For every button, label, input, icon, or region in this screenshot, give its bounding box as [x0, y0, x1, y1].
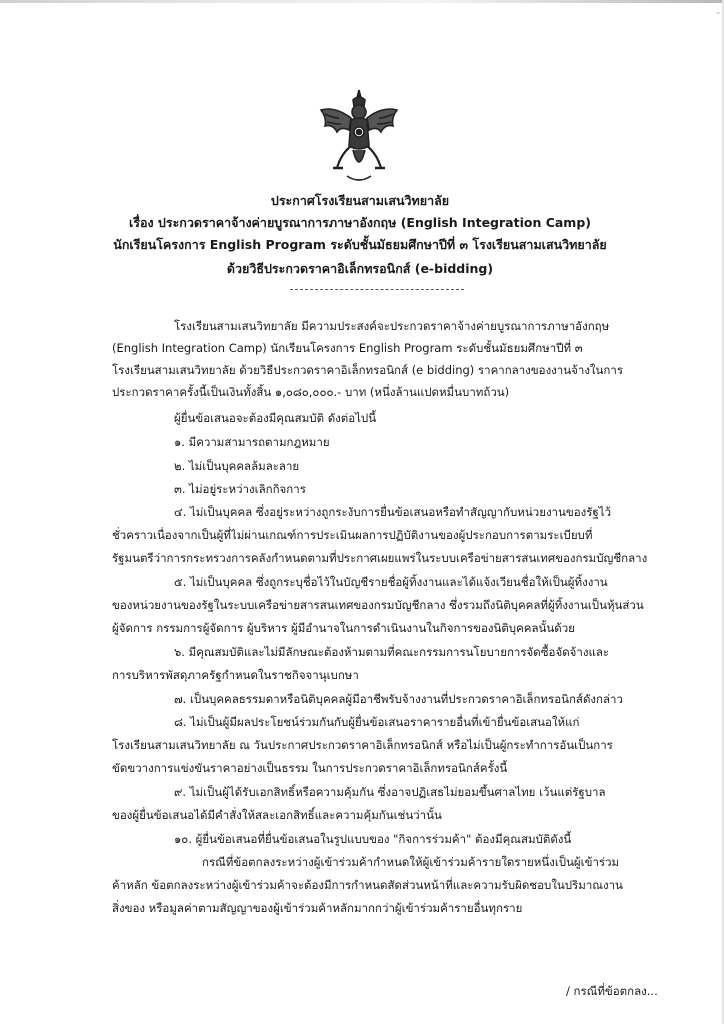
continuation-note: / กรณีที่ข้อตกลง...: [566, 984, 658, 998]
item-10-detail-line-2: ค้าหลัก ข้อตกลงระหว่างผู้เข้าร่วมค้าจะต้องมีการกำหนดสัดส่วนหน้าที่และความรับผิดชอบในปริมาณงาน: [112, 878, 623, 892]
header-line-3: นักเรียนโครงการ English Program ระดับชั้นมัธยมศึกษาปีที่ ๓ โรงเรียนสามเสนวิทยาลัย: [113, 237, 607, 252]
item-2: ๒. ไม่เป็นบุคคลล้มละลาย: [174, 459, 300, 473]
header-line-4: ด้วยวิธีประกวดราคาอิเล็กทรอนิกส์ (e-bidding): [226, 261, 494, 276]
item-9-line-2: ของผู้ยื่นข้อเสนอได้มีคำสั่งให้สละเอกสิทธิ์และความคุ้มกันเช่นว่านั้น: [112, 808, 442, 822]
header-separator: [290, 289, 464, 290]
garuda-emblem: [317, 88, 401, 186]
item-9-line-1: ๙. ไม่เป็นผู้ได้รับเอกสิทธิ์หรือความคุ้มกัน ซึ่งอาจปฏิเสธไม่ยอมขึ้นศาลไทย เว้นแต่รัฐบาล: [174, 785, 606, 799]
item-5-line-3: ผู้จัดการ กรรมการผู้จัดการ ผู้บริหาร ผู้มีอำนาจในการดำเนินงานในกิจการของนิติบุคคลนั้นด้วย: [112, 621, 575, 635]
header-line-2: เรื่อง ประกวดราคาจ้างค่ายบูรณาการภาษาอังกฤษ (English Integration Camp): [128, 215, 591, 230]
item-6-line-1: ๖. มีคุณสมบัติและไม่มีลักษณะต้องห้ามตามที่คณะกรรมการนโยบายการจัดซื้อจัดจ้างและ: [174, 645, 610, 659]
intro-line-1: โรงเรียนสามเสนวิทยาลัย มีความประสงค์จะประกวดราคาจ้างค่ายบูรณาการภาษาอังกฤษ: [174, 319, 610, 333]
intro-line-2: (English Integration Camp) นักเรียนโครงการ English Program ระดับชั้นมัธยมศึกษาปีที่ ๓: [112, 341, 583, 355]
item-5-line-1: ๕. ไม่เป็นบุคคล ซึ่งถูกระบุชื่อไว้ในบัญชีรายชื่อผู้ทิ้งงานและได้แจ้งเวียนชื่อให้เป็นผู้ทิ้งงาน: [174, 575, 608, 589]
item-6-line-2: การบริหารพัสดุภาครัฐกำหนดในราชกิจจานุเบกษา: [112, 668, 359, 682]
item-1: ๑. มีความสามารถตามกฎหมาย: [174, 435, 330, 449]
intro-line-3: โรงเรียนสามเสนวิทยาลัย ด้วยวิธีประกวดราคาอิเล็กทรอนิกส์ (e bidding) ราคากลางของงานจ้างในการ: [112, 363, 624, 377]
item-4-line-1: ๔. ไม่เป็นบุคคล ซึ่งอยู่ระหว่างถูกระงับการยื่นข้อเสนอหรือทำสัญญากับหน่วยงานของรัฐไว้: [174, 505, 612, 519]
scan-edge-top: [0, 0, 724, 3]
item-5-line-2: ของหน่วยงานของรัฐในระบบเครือข่ายสารสนเทศของกรมบัญชีกลาง ซึ่งรวมถึงนิติบุคคลที่ผู้ทิ้งงานเป็นหุ้นส่วน: [112, 598, 644, 612]
item-10: ๑๐. ผู้ยื่นข้อเสนอที่ยื่นข้อเสนอในรูปแบบของ "กิจการร่วมค้า" ต้องมีคุณสมบัติดังนี้: [174, 832, 572, 846]
item-7: ๗. เป็นบุคคลธรรมดาหรือนิติบุคคลผู้มีอาชีพรับจ้างงานที่ประกวดราคาอิเล็กทรอนิกส์ดังกล่าว: [174, 692, 623, 706]
intro-line-4: ประกวดราคาครั้งนี้เป็นเงินทั้งสิ้น ๑,๐๘๐,๐๐๐.- บาท (หนึ่งล้านแปดหมื่นบาทถ้วน): [112, 385, 510, 399]
item-10-detail-line-3: สิ่งของ หรือมูลค่าตามสัญญาของผู้เข้าร่วมค้าหลักมากกว่าผู้เข้าร่วมค้ารายอื่นทุกราย: [112, 901, 523, 915]
item-4-line-3: รัฐมนตรีว่าการกระทรวงการคลังกำหนดตามที่ประกาศเผยแพร่ในระบบเครือข่ายสารสนเทศของกรมบัญชีกลาง: [112, 551, 648, 565]
item-3: ๓. ไม่อยู่ระหว่างเลิกกิจการ: [174, 482, 306, 496]
item-8-line-1: ๘. ไม่เป็นผู้มีผลประโยชน์ร่วมกันกับผู้ยื่นข้อเสนอราคารายอื่นที่เข้ายื่นข้อเสนอให้แก่: [174, 715, 580, 729]
item-10-detail-line-1: กรณีที่ข้อตกลงระหว่างผู้เข้าร่วมค้ากำหนดให้ผู้เข้าร่วมค้ารายใดรายหนึ่งเป็นผู้เข้าร่วม: [202, 855, 620, 869]
item-8-line-3: ขัดขวางการแข่งขันราคาอย่างเป็นธรรม ในการประกวดราคาอิเล็กทรอนิกส์ครั้งนี้: [112, 761, 508, 775]
item-8-line-2: โรงเรียนสามเสนวิทยาลัย ณ วันประกาศประกวดราคาอิเล็กทรอนิกส์ หรือไม่เป็นผู้กระทำการอันเป็นการ: [112, 738, 613, 752]
item-4-line-2: ชั่วคราวเนื่องจากเป็นผู้ที่ไม่ผ่านเกณฑ์การประเมินผลการปฏิบัติงานของผู้ประกอบการตามระเบียบที่: [112, 528, 593, 542]
scan-mark: -: [716, 8, 720, 19]
qualification-heading: ผู้ยื่นข้อเสนอจะต้องมีคุณสมบัติ ดังต่อไปนี้: [174, 411, 377, 425]
header-line-1: ประกาศโรงเรียนสามเสนวิทยาลัย: [270, 193, 450, 208]
